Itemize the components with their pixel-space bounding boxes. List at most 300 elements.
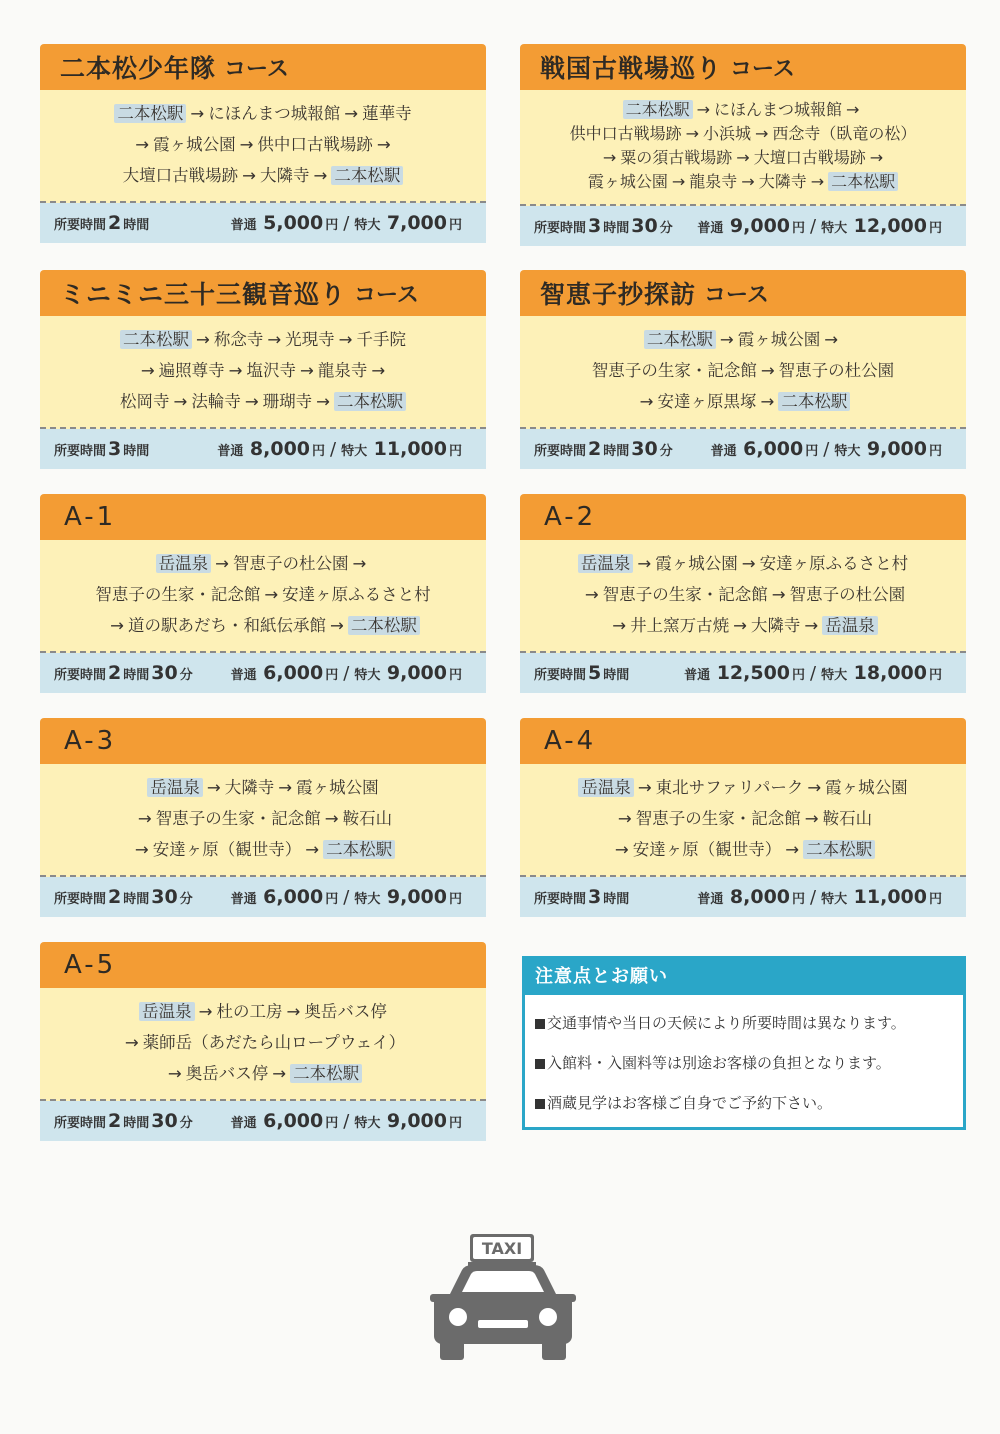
large-price: 18,000 bbox=[853, 662, 927, 684]
yen-unit: 円 bbox=[448, 218, 462, 233]
time-value: 5 bbox=[588, 662, 602, 684]
time-label: 所要時間 bbox=[534, 444, 587, 459]
large-price: 9,000 bbox=[386, 1110, 447, 1132]
normal-label: 普通 bbox=[697, 221, 724, 236]
route-stop: 井上窯万古焼 bbox=[630, 616, 730, 635]
square-bullet-icon bbox=[535, 1019, 545, 1029]
course-route bbox=[520, 540, 966, 653]
time-unit: 時間 bbox=[123, 668, 150, 683]
route-stop: 東北サファリパーク bbox=[655, 778, 804, 797]
yen-unit: 円 bbox=[928, 221, 942, 236]
arrow-icon: → bbox=[352, 554, 367, 573]
yen-unit: 円 bbox=[805, 444, 819, 459]
time-unit: 時間 bbox=[603, 668, 630, 683]
course-route bbox=[520, 316, 966, 429]
route-endpoint: 二本松駅 bbox=[803, 840, 875, 859]
arrow-icon: → bbox=[300, 361, 314, 380]
large-price: 9,000 bbox=[866, 438, 927, 460]
route-stop: 薬師岳（あだたら山ロープウェイ） bbox=[142, 1033, 406, 1052]
normal-label: 普通 bbox=[697, 892, 724, 907]
normal-label: 普通 bbox=[710, 444, 737, 459]
route-line bbox=[46, 772, 480, 803]
arrow-icon: → bbox=[637, 554, 652, 573]
route-stop: 小浜城 bbox=[702, 124, 751, 143]
time-value: 2 bbox=[108, 662, 122, 684]
duration bbox=[534, 662, 629, 684]
time-value: 30 bbox=[151, 1110, 178, 1132]
taxi-illustration bbox=[428, 1232, 578, 1362]
normal-price: 6,000 bbox=[743, 438, 804, 460]
time-value: 30 bbox=[151, 886, 178, 908]
route-stop: 霞ヶ城公園 bbox=[587, 172, 668, 191]
route-stop: 安達ヶ原ふるさと村 bbox=[759, 554, 909, 573]
route-stop: 奥岳バス停 bbox=[304, 1002, 387, 1021]
route-line bbox=[526, 355, 960, 386]
time-label: 所要時間 bbox=[54, 444, 107, 459]
arrow-icon: → bbox=[167, 1064, 182, 1083]
left-headlight bbox=[449, 1308, 467, 1326]
arrow-icon: → bbox=[846, 100, 860, 119]
time-unit: 時間 bbox=[603, 444, 630, 459]
arrow-icon: → bbox=[376, 135, 391, 154]
arrow-icon: → bbox=[134, 840, 149, 859]
right-wheel bbox=[542, 1340, 566, 1360]
time-unit: 時間 bbox=[123, 1116, 150, 1131]
route-stop: 大壇口古戦場跡 bbox=[753, 148, 866, 167]
course-route bbox=[40, 316, 486, 429]
arrow-icon: → bbox=[198, 1002, 213, 1021]
time-value: 30 bbox=[151, 662, 178, 684]
yen-unit: 円 bbox=[928, 892, 942, 907]
course-route bbox=[520, 90, 966, 206]
fare-separator: / bbox=[810, 663, 817, 684]
time-unit: 時間 bbox=[603, 221, 630, 236]
arrow-icon: → bbox=[338, 330, 353, 349]
course-card bbox=[40, 718, 486, 917]
course-footer bbox=[520, 877, 966, 917]
arrow-icon: → bbox=[140, 361, 155, 380]
notice-item: 入館料・入園料等は別途お客様の負担となります。 bbox=[535, 1043, 963, 1083]
normal-price: 12,500 bbox=[716, 662, 791, 684]
route-stop: 霞ヶ城公園 bbox=[655, 554, 738, 573]
taxi-grille bbox=[478, 1320, 528, 1328]
route-stop: 智恵子の生家・記念館 bbox=[155, 809, 321, 828]
large-price: 7,000 bbox=[386, 212, 447, 234]
route-line bbox=[46, 98, 480, 129]
duration bbox=[54, 1110, 193, 1132]
normal-price: 6,000 bbox=[263, 886, 324, 908]
large-label: 特大 bbox=[354, 218, 381, 233]
route-stop: 智恵子の杜公園 bbox=[233, 554, 349, 573]
arrow-icon: → bbox=[760, 392, 775, 411]
taxi-windshield bbox=[462, 1271, 544, 1292]
course-suffix: コース bbox=[354, 282, 419, 308]
yen-unit: 円 bbox=[325, 668, 339, 683]
course-route bbox=[40, 988, 486, 1101]
arrow-icon: → bbox=[344, 104, 359, 123]
normal-label: 普通 bbox=[230, 218, 257, 233]
arrow-icon: → bbox=[124, 1033, 139, 1052]
course-footer bbox=[40, 429, 486, 469]
time-value: 30 bbox=[631, 438, 658, 460]
route-stop: 霞ヶ城公園 bbox=[825, 778, 908, 797]
route-stop: 珊瑚寺 bbox=[262, 392, 313, 411]
time-label: 所要時間 bbox=[54, 892, 107, 907]
time-value: 3 bbox=[108, 438, 122, 460]
arrow-icon: → bbox=[733, 616, 747, 635]
fares bbox=[711, 438, 942, 460]
taxi-icon bbox=[428, 1232, 578, 1362]
yen-unit: 円 bbox=[928, 444, 942, 459]
notice-title: 注意点とお願い bbox=[525, 959, 963, 995]
arrow-icon: → bbox=[173, 392, 188, 411]
arrow-icon: → bbox=[371, 361, 386, 380]
normal-label: 普通 bbox=[230, 668, 257, 683]
course-card bbox=[520, 494, 966, 693]
large-label: 特大 bbox=[821, 668, 848, 683]
course-card bbox=[520, 718, 966, 917]
route-stop: 龍泉寺 bbox=[689, 172, 738, 191]
duration bbox=[54, 886, 193, 908]
route-endpoint: 二本松駅 bbox=[120, 330, 192, 349]
yen-unit: 円 bbox=[325, 1116, 339, 1131]
course-route bbox=[40, 90, 486, 203]
duration bbox=[54, 662, 193, 684]
notice-item: 酒蔵見学はお客様ご自身でご予約下さい。 bbox=[535, 1083, 963, 1123]
route-stop: 光現寺 bbox=[285, 330, 335, 349]
course-route bbox=[40, 540, 486, 653]
arrow-icon: → bbox=[110, 616, 124, 635]
course-header bbox=[40, 270, 486, 316]
route-stop: 安達ヶ原ふるさと村 bbox=[282, 585, 431, 604]
route-stop: 智恵子の生家・記念館 bbox=[602, 585, 768, 604]
normal-price: 9,000 bbox=[729, 215, 791, 237]
route-endpoint: 岳温泉 bbox=[139, 1002, 195, 1021]
route-endpoint: 二本松駅 bbox=[331, 166, 403, 185]
arrow-icon: → bbox=[602, 148, 617, 167]
arrow-icon: → bbox=[671, 172, 686, 191]
route-stop: 大隣寺 bbox=[758, 172, 807, 191]
left-wheel bbox=[440, 1340, 464, 1360]
large-price: 12,000 bbox=[853, 215, 927, 237]
time-unit: 時間 bbox=[123, 444, 150, 459]
arrow-icon: → bbox=[755, 124, 769, 143]
arrow-icon: → bbox=[239, 135, 254, 154]
route-line bbox=[526, 122, 960, 146]
route-stop: 智恵子の生家・記念館 bbox=[635, 809, 801, 828]
time-unit: 分 bbox=[179, 1116, 193, 1131]
route-line bbox=[526, 170, 960, 194]
large-label: 特大 bbox=[354, 668, 381, 683]
course-code: A-3 bbox=[64, 726, 117, 756]
right-headlight bbox=[539, 1308, 557, 1326]
large-label: 特大 bbox=[354, 1116, 381, 1131]
route-line bbox=[46, 386, 480, 417]
route-line bbox=[46, 834, 480, 865]
route-stop: 蓮華寺 bbox=[362, 104, 412, 123]
route-stop: 遍照尊寺 bbox=[158, 361, 225, 380]
normal-label: 普通 bbox=[230, 1116, 257, 1131]
route-line bbox=[526, 548, 960, 579]
route-line bbox=[46, 610, 480, 641]
route-stop: 供中口古戦場跡 bbox=[257, 135, 373, 154]
arrow-icon: → bbox=[305, 840, 320, 859]
duration bbox=[534, 215, 673, 237]
arrow-icon: → bbox=[206, 778, 221, 797]
large-price: 9,000 bbox=[386, 662, 447, 684]
time-label: 所要時間 bbox=[54, 668, 107, 683]
fares bbox=[231, 662, 462, 684]
route-stop: 杜の工房 bbox=[216, 1002, 283, 1021]
course-card bbox=[40, 942, 486, 1141]
normal-price: 8,000 bbox=[249, 438, 311, 460]
route-stop: 安達ヶ原（観世寺） bbox=[632, 840, 782, 859]
time-unit: 分 bbox=[179, 892, 193, 907]
arrow-icon: → bbox=[196, 330, 210, 349]
course-header bbox=[520, 270, 966, 316]
course-header bbox=[520, 44, 966, 90]
route-endpoint: 岳温泉 bbox=[578, 778, 634, 797]
arrow-icon: → bbox=[278, 778, 293, 797]
course-footer bbox=[520, 653, 966, 693]
yen-unit: 円 bbox=[792, 892, 806, 907]
route-stop: 安達ヶ原（観世寺） bbox=[152, 840, 302, 859]
time-unit: 時間 bbox=[603, 892, 630, 907]
time-value: 2 bbox=[108, 1110, 122, 1132]
course-header bbox=[40, 494, 486, 540]
arrow-icon: → bbox=[824, 330, 839, 349]
route-line bbox=[46, 579, 480, 610]
duration bbox=[534, 886, 629, 908]
normal-price: 6,000 bbox=[263, 1110, 324, 1132]
route-line bbox=[526, 834, 960, 865]
route-endpoint: 二本松駅 bbox=[323, 840, 395, 859]
fare-separator: / bbox=[343, 213, 350, 234]
normal-label: 普通 bbox=[217, 444, 244, 459]
route-stop: にほんまつ城報館 bbox=[208, 104, 341, 123]
route-line bbox=[46, 996, 480, 1027]
arrow-icon: → bbox=[215, 554, 229, 573]
route-stop: 龍泉寺 bbox=[317, 361, 368, 380]
normal-label: 普通 bbox=[230, 892, 257, 907]
route-endpoint: 二本松駅 bbox=[114, 104, 186, 123]
route-stop: 西念寺（臥竜の松） bbox=[772, 124, 917, 143]
arrow-icon: → bbox=[267, 330, 282, 349]
course-header bbox=[520, 494, 966, 540]
route-stop: にほんまつ城報館 bbox=[714, 100, 843, 119]
route-endpoint: 二本松駅 bbox=[348, 616, 420, 635]
arrow-icon: → bbox=[741, 172, 755, 191]
taxi-sign-label: TAXI bbox=[481, 1239, 523, 1258]
yen-unit: 円 bbox=[448, 1116, 462, 1131]
route-endpoint: 岳温泉 bbox=[822, 616, 878, 635]
route-endpoint: 岳温泉 bbox=[147, 778, 203, 797]
fares bbox=[697, 215, 942, 237]
route-line bbox=[46, 355, 480, 386]
arrow-icon: → bbox=[685, 124, 699, 143]
route-endpoint: 二本松駅 bbox=[290, 1064, 362, 1083]
square-bullet-icon bbox=[535, 1059, 545, 1069]
duration bbox=[54, 212, 149, 234]
course-code: A-4 bbox=[544, 726, 597, 756]
time-value: 3 bbox=[588, 215, 602, 237]
route-line bbox=[46, 160, 480, 191]
route-line bbox=[526, 579, 960, 610]
route-stop: 智恵子の杜公園 bbox=[789, 585, 906, 604]
yen-unit: 円 bbox=[325, 892, 339, 907]
arrow-icon: → bbox=[807, 778, 822, 797]
arrow-icon: → bbox=[614, 840, 629, 859]
arrow-icon: → bbox=[639, 392, 654, 411]
fares bbox=[217, 438, 462, 460]
route-stop: 法輪寺 bbox=[191, 392, 241, 411]
arrow-icon: → bbox=[584, 585, 599, 604]
route-endpoint: 岳温泉 bbox=[156, 554, 212, 573]
yen-unit: 円 bbox=[312, 444, 326, 459]
fare-separator: / bbox=[823, 439, 830, 460]
route-stop: 千手院 bbox=[356, 330, 406, 349]
course-suffix: コース bbox=[224, 56, 289, 82]
route-stop: 智恵子の生家・記念館 bbox=[95, 585, 261, 604]
route-stop: 大隣寺 bbox=[750, 616, 801, 635]
normal-price: 5,000 bbox=[263, 212, 324, 234]
duration bbox=[534, 438, 673, 460]
route-endpoint: 二本松駅 bbox=[828, 172, 898, 191]
large-label: 特大 bbox=[834, 444, 861, 459]
route-stop: 霞ヶ城公園 bbox=[153, 135, 236, 154]
arrow-icon: → bbox=[612, 616, 627, 635]
route-stop: 道の駅あだち・和紙伝承館 bbox=[128, 616, 326, 635]
course-header bbox=[520, 718, 966, 764]
route-endpoint: 二本松駅 bbox=[778, 392, 850, 411]
arrow-icon: → bbox=[785, 840, 800, 859]
fare-separator: / bbox=[810, 216, 817, 237]
route-stop: 智恵子の杜公園 bbox=[778, 361, 895, 380]
large-label: 特大 bbox=[341, 444, 368, 459]
route-line bbox=[526, 146, 960, 170]
fares bbox=[684, 662, 942, 684]
course-footer bbox=[520, 206, 966, 246]
course-code: A-5 bbox=[64, 950, 117, 980]
yen-unit: 円 bbox=[448, 892, 462, 907]
course-code: A-1 bbox=[64, 502, 117, 532]
course-title: ミニミニ三十三観音巡り bbox=[60, 280, 347, 309]
fare-separator: / bbox=[343, 887, 350, 908]
arrow-icon: → bbox=[242, 166, 256, 185]
fares bbox=[697, 886, 942, 908]
route-line bbox=[526, 610, 960, 641]
route-stop: 鞍石山 bbox=[342, 809, 393, 828]
normal-label: 普通 bbox=[684, 668, 711, 683]
arrow-icon: → bbox=[135, 135, 150, 154]
course-route bbox=[520, 764, 966, 877]
route-endpoint: 岳温泉 bbox=[578, 554, 634, 573]
time-value: 2 bbox=[108, 212, 122, 234]
route-stop: 霞ヶ城公園 bbox=[296, 778, 379, 797]
course-header bbox=[40, 718, 486, 764]
course-suffix: コース bbox=[730, 56, 795, 82]
route-endpoint: 二本松駅 bbox=[623, 100, 693, 119]
arrow-icon: → bbox=[736, 148, 750, 167]
route-stop: 鞍石山 bbox=[822, 809, 873, 828]
arrow-icon: → bbox=[316, 392, 330, 411]
arrow-icon: → bbox=[760, 361, 775, 380]
time-label: 所要時間 bbox=[534, 221, 587, 236]
arrow-icon: → bbox=[286, 1002, 301, 1021]
normal-price: 8,000 bbox=[729, 886, 791, 908]
route-line bbox=[46, 1027, 480, 1058]
fare-separator: / bbox=[343, 1111, 350, 1132]
fares bbox=[231, 1110, 462, 1132]
route-line bbox=[526, 386, 960, 417]
arrow-icon: → bbox=[741, 554, 756, 573]
route-stop: 松岡寺 bbox=[120, 392, 170, 411]
route-stop: 霞ヶ城公園 bbox=[737, 330, 821, 349]
route-line bbox=[46, 324, 480, 355]
large-label: 特大 bbox=[354, 892, 381, 907]
course-code: A-2 bbox=[544, 502, 597, 532]
route-stop: 塩沢寺 bbox=[246, 361, 296, 380]
large-label: 特大 bbox=[821, 221, 848, 236]
time-label: 所要時間 bbox=[534, 668, 587, 683]
course-footer bbox=[40, 203, 486, 243]
fare-separator: / bbox=[330, 439, 337, 460]
course-footer bbox=[40, 877, 486, 917]
time-value: 2 bbox=[588, 438, 602, 460]
route-line bbox=[46, 548, 480, 579]
course-footer bbox=[40, 1101, 486, 1141]
arrow-icon: → bbox=[264, 585, 279, 604]
arrow-icon: → bbox=[771, 585, 786, 604]
route-stop: 供中口古戦場跡 bbox=[569, 124, 682, 143]
time-value: 2 bbox=[108, 886, 122, 908]
yen-unit: 円 bbox=[928, 668, 942, 683]
time-label: 所要時間 bbox=[54, 218, 107, 233]
fares bbox=[231, 212, 462, 234]
course-suffix: コース bbox=[704, 282, 769, 308]
time-value: 30 bbox=[631, 215, 658, 237]
time-unit: 時間 bbox=[123, 892, 150, 907]
course-title: 智恵子抄探訪 bbox=[540, 280, 697, 309]
course-footer bbox=[520, 429, 966, 469]
notice-list bbox=[525, 995, 963, 1123]
notice-item: 交通事情や当日の天候により所要時間は異なります。 bbox=[535, 1003, 963, 1043]
yen-unit: 円 bbox=[792, 221, 806, 236]
square-bullet-icon bbox=[535, 1099, 545, 1109]
course-card bbox=[520, 44, 966, 246]
route-line bbox=[526, 772, 960, 803]
arrow-icon: → bbox=[137, 809, 152, 828]
course-card bbox=[40, 44, 486, 243]
arrow-icon: → bbox=[719, 330, 734, 349]
large-label: 特大 bbox=[821, 892, 848, 907]
arrow-icon: → bbox=[804, 616, 819, 635]
arrow-icon: → bbox=[804, 809, 819, 828]
time-unit: 分 bbox=[659, 221, 673, 236]
arrow-icon: → bbox=[810, 172, 825, 191]
arrow-icon: → bbox=[272, 1064, 287, 1083]
route-stop: 智恵子の生家・記念館 bbox=[591, 361, 757, 380]
time-value: 3 bbox=[588, 886, 602, 908]
fare-separator: / bbox=[810, 887, 817, 908]
arrow-icon: → bbox=[324, 809, 339, 828]
arrow-icon: → bbox=[244, 392, 259, 411]
course-header bbox=[40, 942, 486, 988]
course-card bbox=[40, 494, 486, 693]
arrow-icon: → bbox=[696, 100, 710, 119]
route-line bbox=[46, 129, 480, 160]
yen-unit: 円 bbox=[448, 444, 462, 459]
